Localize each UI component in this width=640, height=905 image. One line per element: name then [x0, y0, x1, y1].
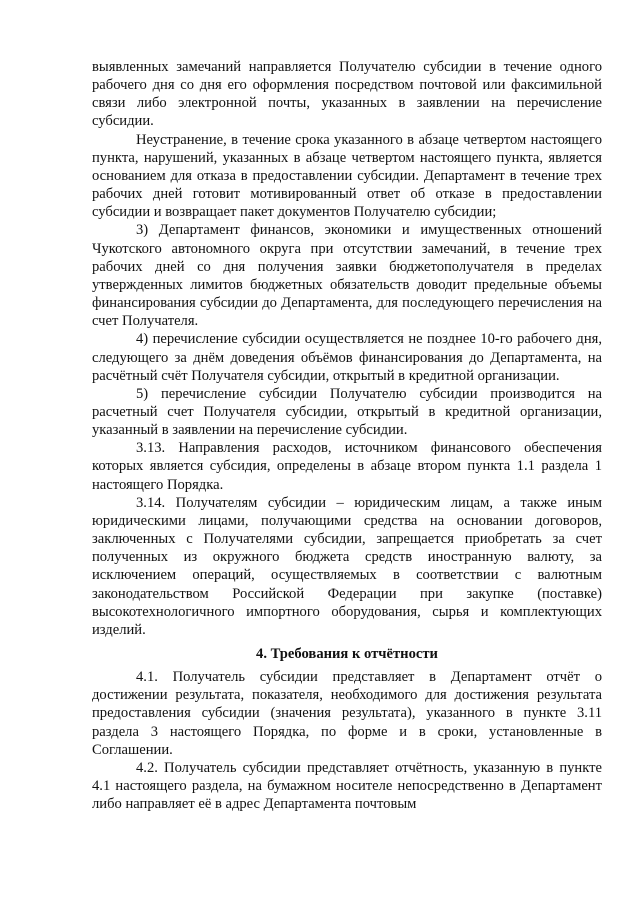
paragraph-non-elimination: Неустранение, в течение срока указанного в абзаце четвертом настоящего пункта, нарушений, указанных в абзаце четвертом настоящего пункта, является основанием для отказа в предоставлении субсидии. Департамент в течение трех рабочих дней готовит мотивированный ответ об отказе в предоставлении субсидии и возвращает пакет документов Получателю субсидии; — [92, 131, 602, 221]
paragraph-3-14: 3.14. Получателям субсидии – юридическим лицам, а также иным юридическими лицами, получающими средства на основании договоров, заключенных с Получателями субсидии, запрещается приобретать за счет полученных из окружного бюджета средств иностранную валюту, за исключением операций, осуществляемых в соответствии с валютным законодательством Российской Федерации при закупке (поставке) высокотехнологичного импортного оборудования, сырья и комплектующих изделий. — [92, 494, 602, 638]
paragraph-item-3: 3) Департамент финансов, экономики и имущественных отношений Чукотского автономного округа при отсутствии замечаний, в течение трех рабочих дней со дня получения заявки бюджетополучателя в пределах утвержденных лимитов бюджетных обязательств доводит предельные объемы финансирования субсидии до Департамента, для последующего перечисления на счет Получателя. — [92, 222, 602, 330]
paragraph-continuation: выявленных замечаний направляется Получателю субсидии в течение одного рабочего дня со дня его оформления посредством почтовой или факсимильной связи либо электронной почты, указанных в заявлении на перечисление субсидии. — [92, 59, 602, 130]
section-heading: 4. Требования к отчётности — [256, 646, 438, 662]
paragraph-item-4: 4) перечисление субсидии осуществляется не позднее 10-го рабочего дня, следующего за днём доведения объёмов финансирования до Департамента, на расчётный счёт Получателя субсидии, открытый в кредитной организации. — [92, 331, 602, 384]
paragraph-4-2: 4.2. Получатель субсидии представляет отчётность, указанную в пункте 4.1 настоящего раздела, на бумажном носителе непосредственно в Департамент либо направляет её в адрес Департамента почтовым — [92, 759, 602, 813]
paragraph-3-13: 3.13. Направления расходов, источником финансового обеспечения которых является субсидия, определены в абзаце втором пункта 1.1 раздела 1 настоящего Порядка. — [92, 440, 602, 493]
paragraph-item-5: 5) перечисление субсидии Получателю субсидии производится на расчетный счет Получателя субсидии, открытый в кредитной организации, указанный в заявлении на перечисление субсидии. — [92, 385, 602, 439]
paragraph-4-1: 4.1. Получатель субсидии представляет в Департамент отчёт о достижении результата, показателя, необходимого для достижения результата предоставления субсидии (значения результата), указанного в пункте 3.11 раздела 3 настоящего Порядка, по форме и в сроки, установленные в Соглашении. — [92, 669, 602, 758]
